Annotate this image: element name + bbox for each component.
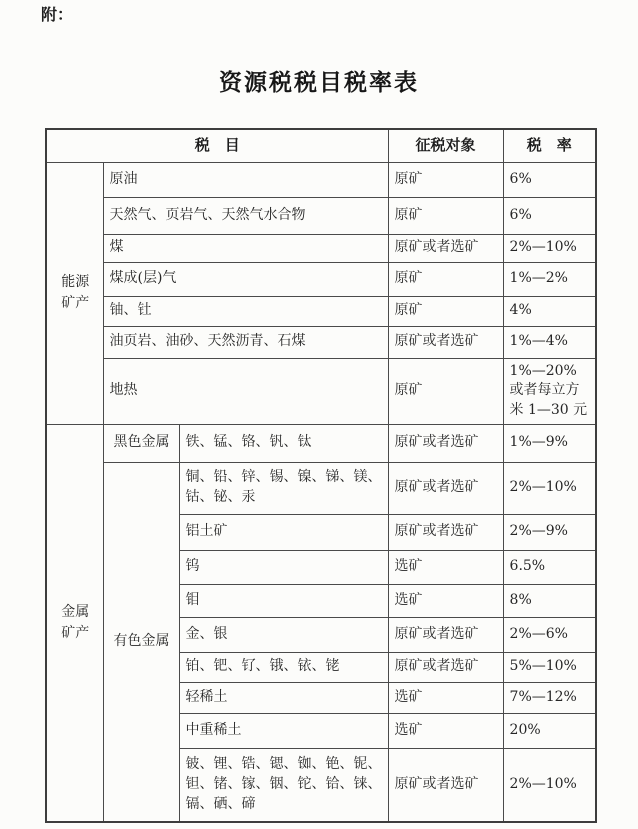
tax-item-cell: 天然气、页岩气、天然气水合物 — [103, 197, 388, 234]
tax-object-cell: 原矿 — [388, 197, 503, 234]
header-tax-item: 税 目 — [46, 129, 388, 162]
tax-rate-cell: 1%—4% — [503, 326, 596, 358]
tax-object-cell: 选矿 — [388, 682, 503, 713]
tax-object-cell: 选矿 — [388, 713, 503, 748]
tax-rate-cell: 6% — [503, 197, 596, 234]
tax-rate-cell: 2%—6% — [503, 617, 596, 652]
metal-group-label: 金属矿产 — [61, 603, 90, 641]
tax-item-cell: 油页岩、油砂、天然沥青、石煤 — [103, 326, 388, 358]
tax-object-cell: 原矿或者选矿 — [388, 652, 503, 682]
nonferrous-category-cell: 有色金属 — [103, 462, 179, 822]
table-row — [46, 162, 596, 197]
tax-rate-cell: 2%—10% — [503, 462, 596, 514]
tax-rate-cell: 20% — [503, 713, 596, 748]
tax-rate-cell: 6.5% — [503, 550, 596, 584]
tax-item-cell: 钨 — [179, 550, 388, 584]
tax-item-cell: 钼 — [179, 584, 388, 617]
tax-rate-cell: 7%—12% — [503, 682, 596, 713]
tax-item-cell: 煤成(层)气 — [103, 262, 388, 296]
tax-item-cell: 金、银 — [179, 617, 388, 652]
header-tax-object: 征税对象 — [388, 129, 503, 162]
tax-item-cell: 轻稀土 — [179, 682, 388, 713]
header-tax-rate: 税 率 — [503, 129, 596, 162]
metal-group-cell — [46, 424, 103, 822]
table-row — [46, 262, 596, 296]
tax-item-cell: 铜、铅、锌、锡、镍、锑、镁、钴、铋、汞 — [179, 462, 388, 514]
energy-group-cell — [46, 162, 103, 424]
tax-item-cell: 铁、锰、铬、钒、钛 — [179, 424, 388, 462]
tax-object-cell: 选矿 — [388, 550, 503, 584]
tax-object-cell: 原矿或者选矿 — [388, 326, 503, 358]
tax-item-cell: 煤 — [103, 234, 388, 262]
tax-object-cell: 选矿 — [388, 584, 503, 617]
tax-rate-cell: 5%—10% — [503, 652, 596, 682]
tax-item-cell: 铂、钯、钌、锇、铱、铑 — [179, 652, 388, 682]
tax-object-cell: 原矿或者选矿 — [388, 234, 503, 262]
tax-rate-cell: 4% — [503, 296, 596, 326]
tax-item-cell: 铀、钍 — [103, 296, 388, 326]
tax-rate-cell: 2%—9% — [503, 514, 596, 550]
table-row — [46, 326, 596, 358]
tax-object-cell: 原矿 — [388, 296, 503, 326]
table-row — [46, 197, 596, 234]
table-row — [46, 462, 596, 514]
tax-object-cell: 原矿或者选矿 — [388, 748, 503, 822]
tax-rate-cell: 1%—2% — [503, 262, 596, 296]
tax-object-cell: 原矿 — [388, 162, 503, 197]
tax-object-cell: 原矿 — [388, 262, 503, 296]
table-row — [46, 358, 596, 424]
attachment-label: 附： — [41, 5, 74, 24]
tax-object-cell: 原矿或者选矿 — [388, 424, 503, 462]
tax-rate-cell: 2%—10% — [503, 234, 596, 262]
tax-item-cell: 原油 — [103, 162, 388, 197]
table-header-row — [46, 129, 596, 162]
tax-item-cell: 铝土矿 — [179, 514, 388, 550]
tax-item-cell: 中重稀土 — [179, 713, 388, 748]
tax-object-cell: 原矿 — [388, 358, 503, 424]
tax-rate-cell: 2%—10% — [503, 748, 596, 822]
tax-rate-cell: 6% — [503, 162, 596, 197]
energy-group-label: 能源矿产 — [61, 274, 90, 311]
tax-rate-cell: 8% — [503, 584, 596, 617]
tax-rate-cell: 1%—9% — [503, 424, 596, 462]
tax-item-cell: 铍、锂、锆、锶、铷、铯、铌、钽、锗、镓、铟、铊、铪、铼、镉、硒、碲 — [179, 748, 388, 822]
ferrous-category-cell: 黑色金属 — [103, 424, 179, 462]
tax-rate-cell: 1%—20%或者每立方米 1—30 元 — [503, 358, 596, 424]
tax-object-cell: 原矿或者选矿 — [388, 617, 503, 652]
page-title: 资源税税目税率表 — [219, 70, 419, 96]
tax-object-cell: 原矿或者选矿 — [388, 462, 503, 514]
tax-object-cell: 原矿或者选矿 — [388, 514, 503, 550]
table-row — [46, 296, 596, 326]
tax-rate-table — [45, 128, 597, 823]
tax-item-cell: 地热 — [103, 358, 388, 424]
table-row — [46, 424, 596, 462]
table-row — [46, 234, 596, 262]
